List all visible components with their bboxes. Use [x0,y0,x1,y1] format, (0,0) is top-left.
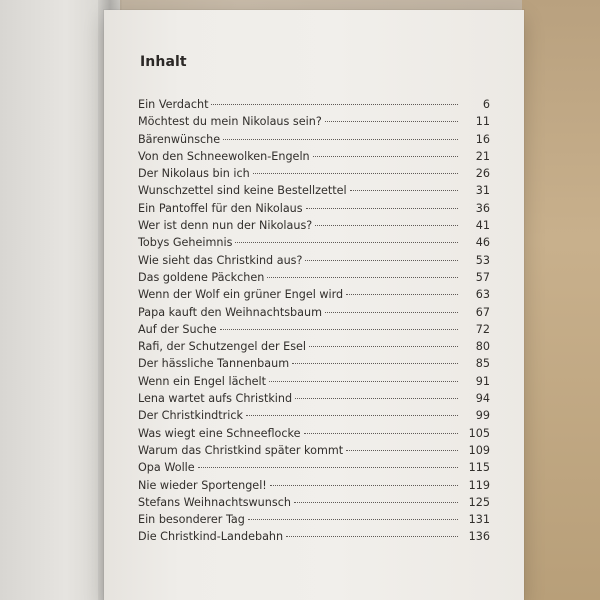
chapter-title: Stefans Weihnachtswunsch [138,495,291,509]
contents-entry [138,338,490,355]
page-number: 80 [475,340,490,354]
contents-page [104,10,524,600]
chapter-title: Tobys Geheimnis [138,236,233,250]
contents-entry [138,355,490,372]
dot-leader [325,121,458,122]
chapter-title: Von den Schneewolken-Engeln [138,149,310,163]
dot-leader [246,415,458,416]
chapter-title: Was wiegt eine Schneeflocke [138,426,301,440]
chapter-title: Wenn der Wolf ein grüner Engel wird [138,288,344,302]
dot-leader [346,450,458,451]
chapter-title: Die Christkind-Landebahn [138,530,284,544]
chapter-title: Das goldene Päckchen [138,270,265,284]
page-number: 91 [475,374,490,388]
dot-leader [309,346,458,347]
chapter-title: Ein Verdacht [138,98,209,111]
page-number: 41 [475,219,490,233]
contents-entry [138,477,490,494]
chapter-title: Rafi, der Schutzengel der Esel [138,340,307,354]
chapter-title: Wenn ein Engel lächelt [138,374,267,388]
dot-leader [304,433,459,434]
dot-leader [325,312,458,313]
page-number: 6 [482,98,490,111]
dot-leader [306,208,458,209]
dot-leader [253,173,458,174]
page-number: 72 [475,322,490,336]
dot-leader [248,519,458,520]
chapter-title: Der hässliche Tannenbaum [138,357,290,371]
contents-entry [138,511,490,528]
dot-leader [220,329,458,330]
page-number: 53 [475,253,490,267]
page-number: 57 [475,270,490,284]
dot-leader [350,190,458,191]
page-number: 115 [468,461,490,475]
dot-leader [305,260,458,261]
dot-leader [267,277,458,278]
dot-leader [315,225,458,226]
dot-leader [223,139,458,140]
contents-entry [138,459,490,476]
dot-leader [286,536,458,537]
dot-leader [292,363,458,364]
contents-entry [138,425,490,442]
dot-leader [198,467,458,468]
dot-leader [269,381,458,382]
dot-leader [235,242,458,243]
contents-entry [138,148,490,165]
page-number: 26 [475,167,490,181]
contents-entry [138,494,490,511]
contents-entry [138,182,490,199]
chapter-title: Möchtest du mein Nikolaus sein? [138,115,322,129]
page-number: 99 [475,409,490,423]
chapter-title: Opa Wolle [138,461,195,475]
dot-leader [313,156,458,157]
page-number: 125 [468,495,490,509]
contents-entry [138,304,490,321]
contents-entry [138,113,490,130]
page-number: 36 [475,201,490,215]
contents-heading: Inhalt [140,54,187,70]
chapter-title: Wer ist denn nun der Nikolaus? [138,219,313,233]
chapter-title: Nie wieder Sportengel! [138,478,267,492]
contents-entry [138,286,490,303]
dot-leader [346,294,458,295]
chapter-title: Bärenwünsche [138,132,221,146]
page-number: 63 [475,288,490,302]
contents-entry [138,269,490,286]
contents-entry [138,407,490,424]
contents-entry [138,96,490,113]
contents-list [138,96,490,546]
page-number: 136 [468,530,490,544]
chapter-title: Der Nikolaus bin ich [138,167,250,181]
page-number: 16 [475,132,490,146]
page-number: 109 [468,443,490,457]
chapter-title: Wie sieht das Christkind aus? [138,253,303,267]
page-number: 94 [475,392,490,406]
dot-leader [270,485,458,486]
contents-entry [138,131,490,148]
page-number: 31 [475,184,490,198]
contents-entry [138,234,490,251]
chapter-title: Papa kauft den Weihnachtsbaum [138,305,322,319]
contents-entry [138,252,490,269]
page-number: 67 [475,305,490,319]
dot-leader [294,502,458,503]
page-number: 131 [468,513,490,527]
page-number: 46 [475,236,490,250]
chapter-title: Wunschzettel sind keine Bestellzettel [138,184,347,198]
chapter-title: Lena wartet aufs Christkind [138,392,293,406]
chapter-title: Ein besonderer Tag [138,513,245,527]
page-number: 11 [475,115,490,129]
dot-leader [211,104,458,105]
page-number: 21 [475,149,490,163]
chapter-title: Warum das Christkind später kommt [138,443,344,457]
contents-entry [138,165,490,182]
table-of-contents [138,54,490,546]
wooden-table-background [522,0,600,600]
contents-entry [138,217,490,234]
page-number: 85 [475,357,490,371]
chapter-title: Der Christkindtrick [138,409,243,423]
contents-entry [138,390,490,407]
chapter-title: Auf der Suche [138,322,217,336]
contents-entry [138,442,490,459]
contents-entry [138,321,490,338]
contents-entry [138,200,490,217]
contents-entry [138,528,490,545]
contents-entry [138,373,490,390]
dot-leader [295,398,458,399]
chapter-title: Ein Pantoffel für den Nikolaus [138,201,303,215]
page-number: 119 [468,478,490,492]
page-number: 105 [468,426,490,440]
